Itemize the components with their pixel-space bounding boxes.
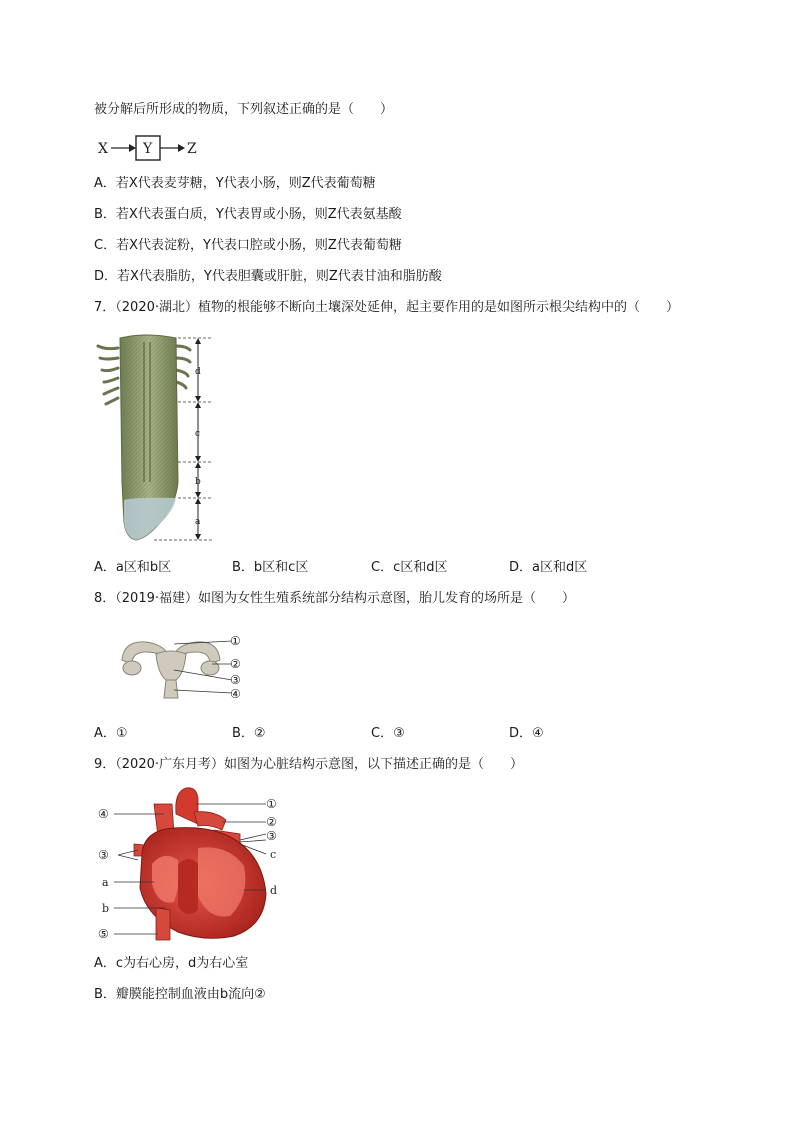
q6-option-a: A．若X代表麦芽糖，Y代表小肠，则Z代表葡萄糖 bbox=[94, 176, 376, 191]
q7-option-d: D．a区和d区 bbox=[509, 560, 588, 575]
zone-label-c: c bbox=[195, 429, 201, 439]
heart-label-4: ④ bbox=[98, 807, 109, 821]
heart-label-a: a bbox=[102, 876, 109, 889]
zone-label-d: d bbox=[195, 367, 201, 377]
zone-label-a: a bbox=[195, 517, 201, 527]
label-4: ④ bbox=[230, 687, 241, 701]
q6-option-c: C．若X代表淀粉，Y代表口腔或小肠，则Z代表葡萄糖 bbox=[94, 238, 402, 253]
heart-label-2: ② bbox=[266, 815, 277, 829]
zone-label-b: b bbox=[195, 477, 201, 487]
q8-option-d: D．④ bbox=[509, 726, 544, 741]
root-tip-figure bbox=[94, 332, 224, 547]
q6-stem: 被分解后所形成的物质，下列叙述正确的是（ ） bbox=[94, 102, 394, 117]
diagram-y: Y bbox=[143, 141, 153, 157]
x-y-z-flow-diagram bbox=[94, 134, 204, 162]
root-cap bbox=[124, 498, 176, 540]
uterus bbox=[156, 651, 186, 680]
q8-option-a: A．① bbox=[94, 726, 128, 741]
q9-option-a: A．c为右心房，d为右心室 bbox=[94, 956, 249, 971]
q9-stem: 9．（2020·广东月考）如图为心脏结构示意图，以下描述正确的是（ ） bbox=[94, 757, 523, 772]
q7-option-c: C．c区和d区 bbox=[371, 560, 448, 575]
female-reproductive-figure bbox=[112, 630, 252, 704]
q8-stem: 8．（2019·福建）如图为女性生殖系统部分结构示意图，胎儿发育的场所是（ ） bbox=[94, 591, 575, 606]
q8-option-b: B．② bbox=[232, 726, 266, 741]
label-2: ② bbox=[230, 657, 241, 671]
diagram-x: X bbox=[98, 141, 108, 157]
q6-option-b: B．若X代表蛋白质，Y代表胃或小肠，则Z代表氨基酸 bbox=[94, 207, 402, 222]
heart-figure bbox=[94, 784, 294, 944]
heart-label-d: d bbox=[270, 884, 278, 897]
heart-label-c: c bbox=[270, 848, 277, 861]
heart-label-1: ① bbox=[266, 797, 277, 811]
q8-option-c: C．③ bbox=[371, 726, 405, 741]
label-1: ① bbox=[230, 634, 241, 648]
q7-options bbox=[94, 559, 694, 577]
label-3: ③ bbox=[230, 673, 241, 687]
q8-options bbox=[94, 725, 694, 743]
heart-label-3-right: ③ bbox=[266, 829, 277, 843]
q7-option-b: B．b区和c区 bbox=[232, 560, 309, 575]
q7-stem: 7．（2020·湖北）植物的根能够不断向土壤深处延伸，起主要作用的是如图所示根尖结构中的（ ） bbox=[94, 300, 679, 315]
q9-option-b: B．瓣膜能控制血液由b流向② bbox=[94, 987, 266, 1002]
diagram-z: Z bbox=[187, 141, 197, 157]
q6-option-d: D．若X代表脂肪，Y代表胆囊或肝脏，则Z代表甘油和脂肪酸 bbox=[94, 269, 442, 284]
heart-label-b: b bbox=[102, 902, 110, 915]
q7-option-a: A．a区和b区 bbox=[94, 560, 172, 575]
heart-label-5: ⑤ bbox=[98, 927, 109, 941]
heart-label-3-left: ③ bbox=[98, 848, 109, 862]
